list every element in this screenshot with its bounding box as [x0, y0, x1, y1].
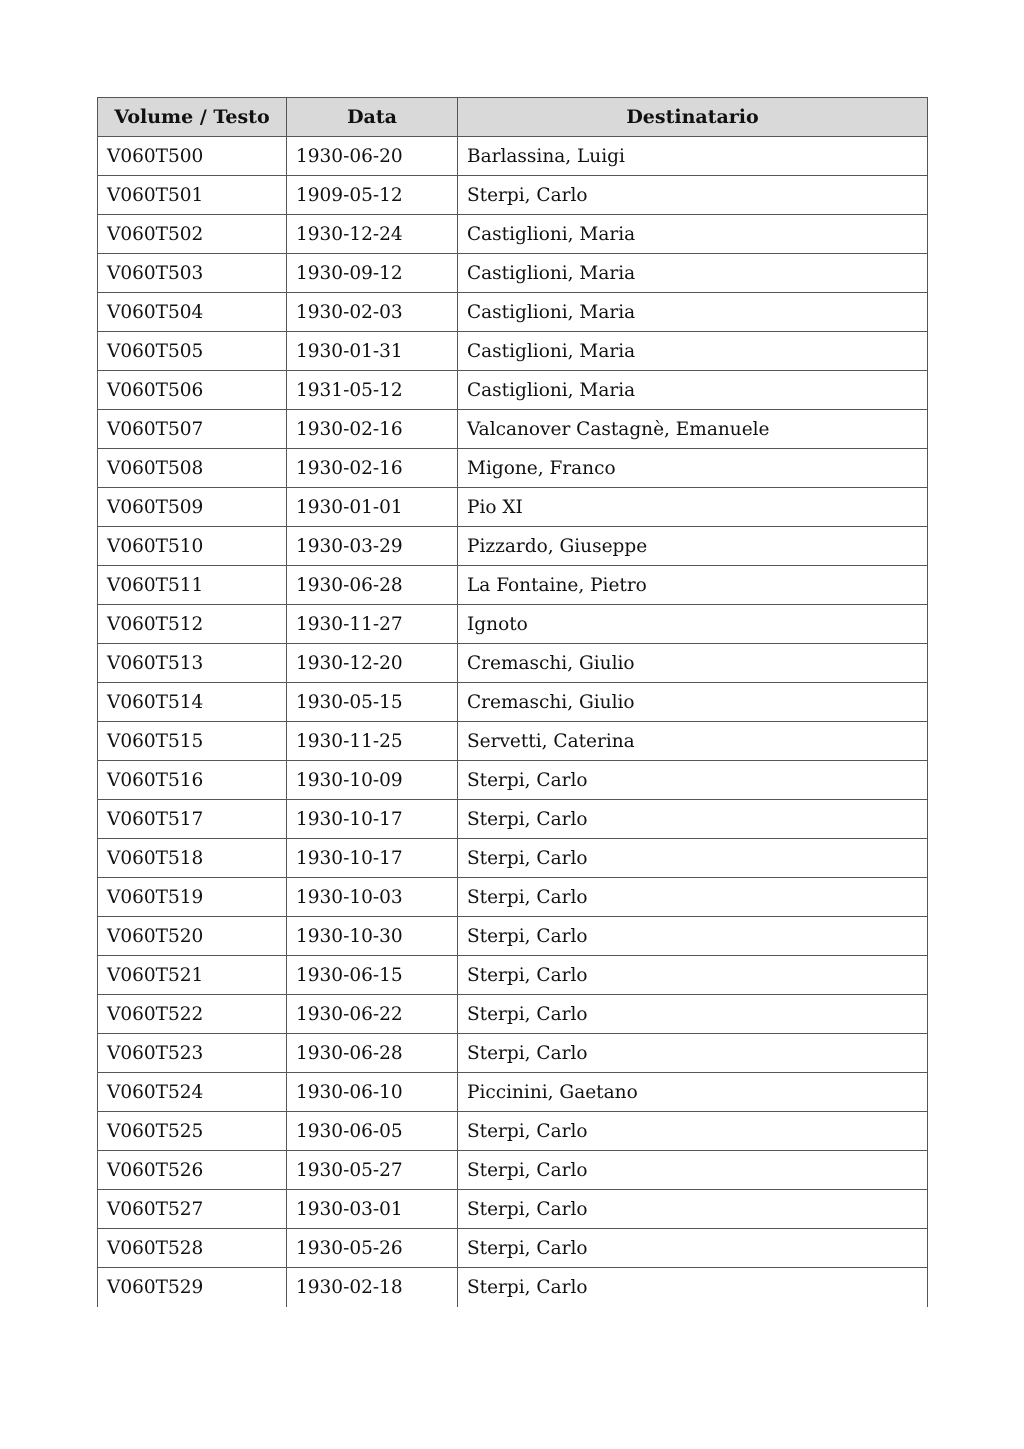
cell-data: 1930-03-29 — [287, 527, 458, 566]
cell-destinatario: Ignoto — [458, 605, 928, 644]
cell-volume-testo: V060T500 — [98, 137, 287, 176]
cell-destinatario: Sterpi, Carlo — [458, 839, 928, 878]
table-row — [98, 1229, 928, 1268]
cell-data: 1930-06-15 — [287, 956, 458, 995]
table-row — [98, 605, 928, 644]
table-row — [98, 644, 928, 683]
table-row — [98, 293, 928, 332]
cell-data: 1930-02-03 — [287, 293, 458, 332]
cell-data: 1930-05-15 — [287, 683, 458, 722]
table-row — [98, 332, 928, 371]
cell-destinatario: Migone, Franco — [458, 449, 928, 488]
cell-volume-testo: V060T505 — [98, 332, 287, 371]
cell-destinatario: La Fontaine, Pietro — [458, 566, 928, 605]
table-row — [98, 1034, 928, 1073]
table-row — [98, 410, 928, 449]
letters-table — [97, 97, 928, 1307]
cell-data: 1930-06-28 — [287, 566, 458, 605]
table-row — [98, 956, 928, 995]
table-row — [98, 1268, 928, 1307]
cell-destinatario: Sterpi, Carlo — [458, 1190, 928, 1229]
cell-destinatario: Castiglioni, Maria — [458, 293, 928, 332]
cell-data: 1930-10-17 — [287, 800, 458, 839]
table-row — [98, 722, 928, 761]
cell-destinatario: Sterpi, Carlo — [458, 995, 928, 1034]
table-row — [98, 254, 928, 293]
table-body — [98, 137, 928, 1307]
cell-destinatario: Sterpi, Carlo — [458, 1229, 928, 1268]
cell-data: 1930-01-31 — [287, 332, 458, 371]
cell-data: 1930-11-27 — [287, 605, 458, 644]
cell-volume-testo: V060T501 — [98, 176, 287, 215]
cell-volume-testo: V060T527 — [98, 1190, 287, 1229]
cell-volume-testo: V060T507 — [98, 410, 287, 449]
cell-volume-testo: V060T514 — [98, 683, 287, 722]
cell-volume-testo: V060T512 — [98, 605, 287, 644]
cell-volume-testo: V060T525 — [98, 1112, 287, 1151]
cell-volume-testo: V060T504 — [98, 293, 287, 332]
table-row — [98, 1112, 928, 1151]
cell-data: 1930-01-01 — [287, 488, 458, 527]
cell-data: 1930-10-09 — [287, 761, 458, 800]
cell-data: 1930-09-12 — [287, 254, 458, 293]
cell-destinatario: Sterpi, Carlo — [458, 1151, 928, 1190]
cell-volume-testo: V060T528 — [98, 1229, 287, 1268]
table-row — [98, 995, 928, 1034]
cell-destinatario: Sterpi, Carlo — [458, 917, 928, 956]
table-header — [98, 98, 928, 137]
cell-volume-testo: V060T520 — [98, 917, 287, 956]
cell-volume-testo: V060T517 — [98, 800, 287, 839]
header-destinatario: Destinatario — [458, 98, 928, 137]
cell-destinatario: Valcanover Castagnè, Emanuele — [458, 410, 928, 449]
cell-destinatario: Sterpi, Carlo — [458, 761, 928, 800]
cell-destinatario: Sterpi, Carlo — [458, 800, 928, 839]
cell-volume-testo: V060T529 — [98, 1268, 287, 1307]
cell-destinatario: Castiglioni, Maria — [458, 254, 928, 293]
table-row — [98, 566, 928, 605]
header-volume-testo: Volume / Testo — [98, 98, 287, 137]
cell-destinatario: Castiglioni, Maria — [458, 215, 928, 254]
cell-destinatario: Pizzardo, Giuseppe — [458, 527, 928, 566]
cell-data: 1930-12-24 — [287, 215, 458, 254]
cell-destinatario: Castiglioni, Maria — [458, 371, 928, 410]
cell-destinatario: Pio XI — [458, 488, 928, 527]
cell-volume-testo: V060T506 — [98, 371, 287, 410]
cell-data: 1930-06-20 — [287, 137, 458, 176]
table-row — [98, 761, 928, 800]
cell-destinatario: Cremaschi, Giulio — [458, 644, 928, 683]
cell-volume-testo: V060T508 — [98, 449, 287, 488]
table-row — [98, 800, 928, 839]
cell-destinatario: Sterpi, Carlo — [458, 176, 928, 215]
cell-data: 1930-03-01 — [287, 1190, 458, 1229]
table-row — [98, 137, 928, 176]
table-row — [98, 527, 928, 566]
cell-data: 1930-10-17 — [287, 839, 458, 878]
table-row — [98, 1073, 928, 1112]
cell-volume-testo: V060T510 — [98, 527, 287, 566]
cell-data: 1930-06-05 — [287, 1112, 458, 1151]
cell-destinatario: Sterpi, Carlo — [458, 878, 928, 917]
cell-destinatario: Sterpi, Carlo — [458, 1112, 928, 1151]
cell-data: 1909-05-12 — [287, 176, 458, 215]
cell-data: 1930-06-22 — [287, 995, 458, 1034]
cell-data: 1930-06-28 — [287, 1034, 458, 1073]
cell-volume-testo: V060T522 — [98, 995, 287, 1034]
cell-data: 1931-05-12 — [287, 371, 458, 410]
cell-data: 1930-02-16 — [287, 449, 458, 488]
cell-volume-testo: V060T521 — [98, 956, 287, 995]
cell-volume-testo: V060T523 — [98, 1034, 287, 1073]
header-data: Data — [287, 98, 458, 137]
cell-volume-testo: V060T526 — [98, 1151, 287, 1190]
cell-destinatario: Sterpi, Carlo — [458, 1034, 928, 1073]
table-row — [98, 176, 928, 215]
table-row — [98, 449, 928, 488]
table-row — [98, 1151, 928, 1190]
cell-data: 1930-10-03 — [287, 878, 458, 917]
cell-data: 1930-02-18 — [287, 1268, 458, 1307]
cell-data: 1930-05-27 — [287, 1151, 458, 1190]
cell-volume-testo: V060T513 — [98, 644, 287, 683]
cell-data: 1930-12-20 — [287, 644, 458, 683]
cell-volume-testo: V060T516 — [98, 761, 287, 800]
header-row — [98, 98, 928, 137]
cell-volume-testo: V060T503 — [98, 254, 287, 293]
cell-destinatario: Castiglioni, Maria — [458, 332, 928, 371]
cell-data: 1930-06-10 — [287, 1073, 458, 1112]
cell-destinatario: Piccinini, Gaetano — [458, 1073, 928, 1112]
table-row — [98, 683, 928, 722]
table-row — [98, 371, 928, 410]
cell-destinatario: Sterpi, Carlo — [458, 956, 928, 995]
cell-volume-testo: V060T519 — [98, 878, 287, 917]
table-row — [98, 839, 928, 878]
table-row — [98, 1190, 928, 1229]
cell-volume-testo: V060T511 — [98, 566, 287, 605]
cell-volume-testo: V060T518 — [98, 839, 287, 878]
table-row — [98, 878, 928, 917]
table-row — [98, 917, 928, 956]
cell-data: 1930-10-30 — [287, 917, 458, 956]
cell-volume-testo: V060T502 — [98, 215, 287, 254]
cell-volume-testo: V060T515 — [98, 722, 287, 761]
cell-data: 1930-02-16 — [287, 410, 458, 449]
cell-destinatario: Servetti, Caterina — [458, 722, 928, 761]
cell-destinatario: Cremaschi, Giulio — [458, 683, 928, 722]
table-row — [98, 488, 928, 527]
cell-destinatario: Sterpi, Carlo — [458, 1268, 928, 1307]
cell-volume-testo: V060T509 — [98, 488, 287, 527]
cell-destinatario: Barlassina, Luigi — [458, 137, 928, 176]
cell-data: 1930-05-26 — [287, 1229, 458, 1268]
table-row — [98, 215, 928, 254]
cell-data: 1930-11-25 — [287, 722, 458, 761]
cell-volume-testo: V060T524 — [98, 1073, 287, 1112]
